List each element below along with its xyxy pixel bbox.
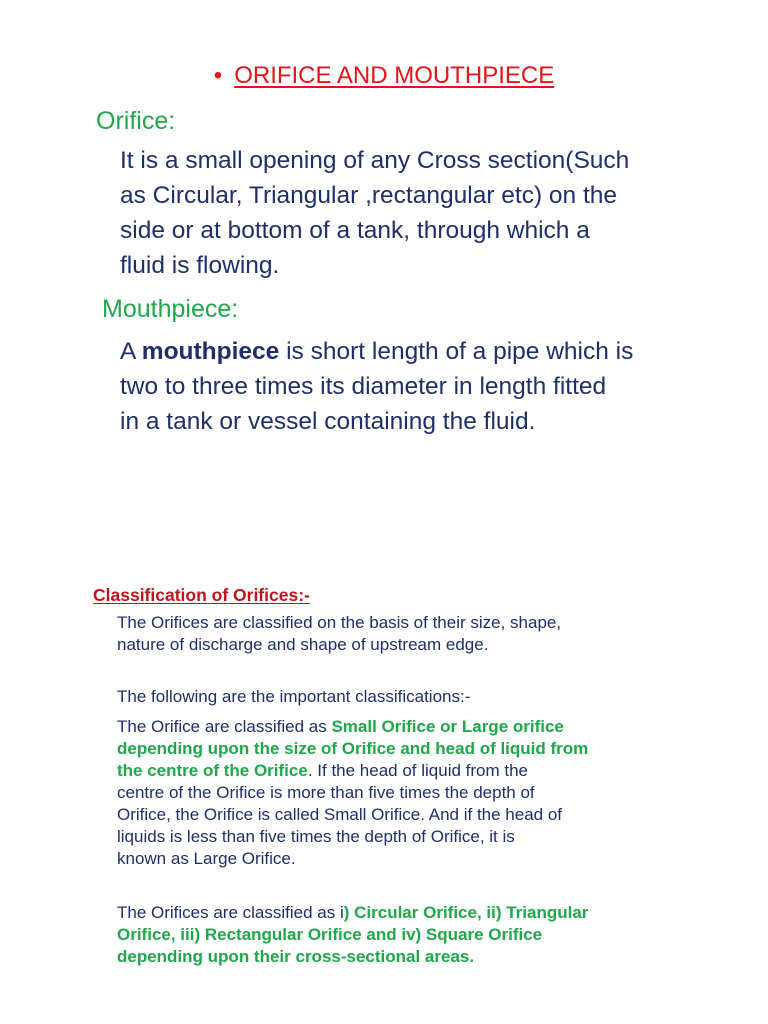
orifice-line-2: as Circular, Triangular ,rectangular etc) on the <box>120 182 618 209</box>
shape-prefix: The Orifices are classified as i <box>117 903 344 922</box>
classification-heading: Classification of Orifices:- <box>93 585 310 605</box>
shape-highlight-3: depending upon their cross-sectional areas. <box>117 947 475 966</box>
classification-intro <box>117 612 717 656</box>
size-highlight-3: the centre of the Orifice <box>117 761 308 780</box>
page-title-row <box>0 62 768 90</box>
mouthpiece-line-1-suffix: is short length of a pipe which is <box>279 338 634 365</box>
size-prefix: The Orifice are classified as <box>117 717 332 736</box>
size-line-1 <box>117 716 717 738</box>
orifice-heading: Orifice: <box>96 107 176 135</box>
mouthpiece-line-1 <box>120 334 633 369</box>
size-highlight-2: depending upon the size of Orifice and head of liquid from <box>117 739 589 758</box>
mouthpiece-line-3: in a tank or vessel containing the fluid. <box>120 408 536 435</box>
size-rest-4: liquids is less than five times the depth of Orifice, it is <box>117 827 515 846</box>
shape-highlight-1: ) Circular Orifice, ii) Triangular <box>343 903 589 922</box>
size-rest-2: centre of the Orifice is more than five times the depth of <box>117 783 535 802</box>
size-line-3 <box>117 760 717 782</box>
page-title: ORIFICE AND MOUTHPIECE <box>234 62 555 89</box>
orifice-line-1: It is a small opening of any Cross section(Such <box>120 147 630 174</box>
shape-line-1 <box>117 902 717 924</box>
orifice-line-4: fluid is flowing. <box>120 252 280 279</box>
size-highlight-1: Small Orifice or Large orifice <box>331 717 564 736</box>
classification-shape-para <box>117 902 717 968</box>
mouthpiece-line-2: two to three times its diameter in length fitted <box>120 373 607 400</box>
size-rest-3: Orifice, the Orifice is called Small Orifice. And if the head of <box>117 805 563 824</box>
size-rest-5: known as Large Orifice. <box>117 849 296 868</box>
mouthpiece-definition <box>120 334 633 439</box>
size-rest-1: . If the head of liquid from the <box>307 761 529 780</box>
intro-line-1: The Orifices are classified on the basis of their size, shape, <box>117 613 562 632</box>
orifice-line-3: side or at bottom of a tank, through which a <box>120 217 590 244</box>
classification-size-para <box>117 716 717 870</box>
mouthpiece-line-1-prefix: A <box>120 338 142 365</box>
orifice-definition <box>120 143 629 283</box>
shape-highlight-2: Orifice, iii) Rectangular Orifice and iv) Square Orifice <box>117 925 543 944</box>
mouthpiece-heading: Mouthpiece: <box>102 295 239 323</box>
classification-following: The following are the important classifications:- <box>117 687 471 706</box>
bullet-icon: • <box>213 62 223 89</box>
intro-line-2: nature of discharge and shape of upstream edge. <box>117 635 489 654</box>
mouthpiece-term: mouthpiece <box>141 338 280 365</box>
